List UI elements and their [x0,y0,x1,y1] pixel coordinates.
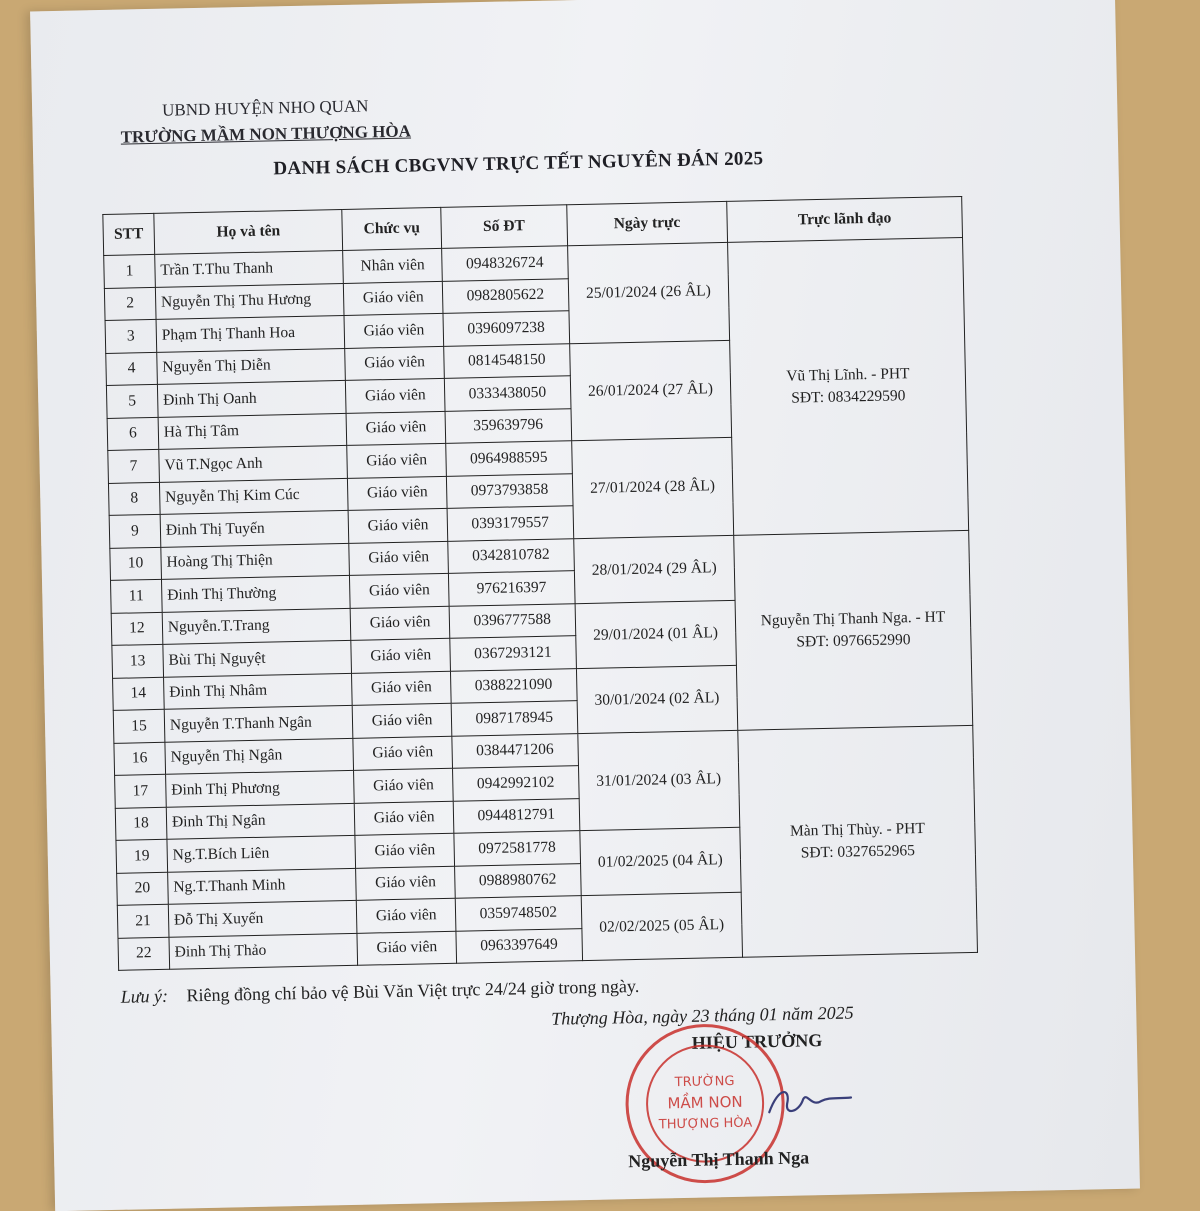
signer-name: Nguyễn Thị Thanh Nga [628,1147,810,1172]
cell-role: Giáo viên [356,866,455,901]
school-name: TRƯỜNG MẦM NON THƯỢNG HÒA [120,121,412,147]
signer-title: HIỆU TRƯỞNG [691,1030,823,1053]
cell-phone: 0942992102 [452,766,578,801]
cell-role: Giáo viên [345,346,444,381]
column-header-phone: Số ĐT [441,205,568,249]
note-label: Lưu ý: [120,985,169,1007]
cell-stt: 19 [116,839,168,873]
cell-phone: 359639796 [445,408,571,443]
document-paper [30,0,1140,1211]
table-body [104,237,978,970]
cell-role: Giáo viên [346,411,445,446]
cell-stt: 11 [110,579,162,613]
cell-phone: 0988980762 [454,863,580,898]
leader-phone: SĐT: 0976652990 [796,630,911,651]
cell-name: Ng.T.Bích Liên [167,835,356,871]
cell-duty-leader [738,725,978,957]
cell-phone: 0972581778 [454,831,580,866]
cell-role: Giáo viên [348,508,447,543]
stamp-line-2: MẦM NON [667,1092,743,1113]
cell-stt: 20 [117,872,169,906]
signature-stroke [769,1091,851,1113]
column-header-stt: STT [103,213,155,255]
cell-phone: 0367293121 [450,636,576,671]
cell-role: Giáo viên [344,313,443,348]
column-header-leader: Trực lãnh đạo [727,196,963,242]
cell-phone: 0944812791 [453,798,579,833]
cell-phone: 976216397 [448,571,574,606]
cell-stt: 12 [111,612,163,646]
cell-phone: 0393179557 [447,506,573,541]
cell-phone: 0964988595 [446,441,572,476]
cell-name: Phạm Thị Thanh Hoa [156,315,345,351]
leader-phone: SĐT: 0327652965 [800,841,916,862]
cell-duty-leader [734,530,973,730]
cell-name: Đinh Thị Tuyến [160,510,349,546]
stamp-text [657,1073,753,1133]
cell-duty-date: 31/01/2024 (03 ÂL) [577,730,739,831]
cell-role: Giáo viên [350,606,449,641]
cell-duty-date: 01/02/2025 (04 ÂL) [579,827,741,895]
stamp-line-3: THƯỢNG HÒA [658,1115,753,1133]
cell-stt: 10 [110,547,162,581]
cell-duty-date: 26/01/2024 (27 ÂL) [569,340,731,441]
cell-name: Nguyễn T.Thanh Ngân [164,705,353,741]
cell-name: Đinh Thị Thường [161,575,350,611]
cell-stt: 14 [113,677,165,711]
cell-duty-date: 02/02/2025 (05 ÂL) [581,892,743,960]
cell-name: Trần T.Thu Thanh [155,250,344,286]
cell-name: Đinh Thị Ngân [166,803,355,839]
column-header-date: Ngày trực [566,201,727,245]
cell-stt: 13 [112,644,164,678]
cell-name: Hà Thị Tâm [158,413,347,449]
cell-name: Nguyễn.T.Trang [162,608,351,644]
org-name: UBND HUYỆN NHO QUAN [161,96,369,120]
leader-name: Vũ Thị Lĩnh. - PHT [786,364,910,385]
cell-stt: 17 [115,774,167,808]
cell-phone: 0963397649 [456,928,582,963]
note [121,976,640,1008]
cell-duty-date: 29/01/2024 (01 ÂL) [575,600,737,668]
cell-stt: 6 [107,417,159,451]
cell-role: Giáo viên [355,833,454,868]
cell-stt: 5 [106,384,158,418]
cell-role: Giáo viên [357,931,456,966]
cell-phone: 0333438050 [444,376,570,411]
cell-phone: 0384471206 [452,733,578,768]
cell-role: Giáo viên [355,801,454,836]
cell-phone: 0342810782 [448,538,574,573]
cell-phone: 0396777588 [449,603,575,638]
cell-stt: 22 [118,937,170,971]
cell-duty-date: 30/01/2024 (02 ÂL) [576,665,738,733]
leader-name: Màn Thị Thùy. - PHT [789,819,926,840]
cell-name: Đinh Thị Oanh [157,380,346,416]
cell-name: Hoàng Thị Thiện [161,543,350,579]
cell-phone: 0987178945 [451,701,577,736]
cell-role: Giáo viên [349,541,448,576]
cell-stt: 16 [114,742,166,776]
cell-name: Bùi Thị Nguyệt [163,640,352,676]
document-title: DANH SÁCH CBGVNV TRỰC TẾT NGUYÊN ĐÁN 2025 [273,148,764,180]
cell-role: Nhân viên [343,248,442,283]
cell-duty-date: 25/01/2024 (26 ÂL) [567,242,729,343]
cell-role: Giáo viên [348,476,447,511]
cell-phone: 0973793858 [446,473,572,508]
column-header-role: Chức vụ [342,207,441,250]
cell-stt: 15 [113,709,165,743]
cell-stt: 8 [108,482,160,516]
cell-stt: 7 [108,449,160,483]
cell-role: Giáo viên [357,898,456,933]
cell-role: Giáo viên [350,573,449,608]
cell-phone: 0982805622 [442,278,568,313]
cell-stt: 4 [106,352,158,386]
cell-role: Giáo viên [352,671,451,706]
leader-name: Nguyễn Thị Thanh Nga. - HT [760,607,946,629]
cell-stt: 1 [104,254,156,288]
cell-stt: 2 [104,287,156,321]
cell-role: Giáo viên [351,638,450,673]
column-header-name: Họ và tên [154,209,343,254]
cell-role: Giáo viên [347,443,446,478]
cell-stt: 9 [109,514,161,548]
cell-role: Giáo viên [344,281,443,316]
duty-roster-table [102,196,978,971]
handwritten-signature [765,1080,856,1122]
cell-name: Nguyễn Thị Kim Cúc [159,478,348,514]
cell-role: Giáo viên [354,768,453,803]
cell-name: Đinh Thị Phương [165,770,354,806]
cell-name: Nguyễn Thị Ngân [165,738,354,774]
cell-stt: 21 [117,904,169,938]
stamp-line-1: TRƯỜNG [674,1073,735,1091]
leader-phone: SĐT: 0834229590 [791,386,906,407]
cell-name: Ng.T.Thanh Minh [168,868,357,904]
cell-name: Nguyễn Thị Thu Hương [155,283,344,319]
cell-name: Vũ T.Ngọc Anh [159,445,348,481]
cell-role: Giáo viên [346,378,445,413]
cell-duty-leader [728,237,969,534]
cell-stt: 18 [115,807,167,841]
cell-phone: 0814548150 [444,343,570,378]
cell-name: Nguyễn Thị Diễn [157,348,346,384]
cell-role: Giáo viên [353,736,452,771]
cell-duty-date: 28/01/2024 (29 ÂL) [573,535,735,603]
cell-name: Đinh Thị Thảo [169,933,358,969]
cell-duty-date: 27/01/2024 (28 ÂL) [571,437,733,538]
cell-name: Đỗ Thị Xuyến [168,900,357,936]
cell-phone: 0388221090 [450,668,576,703]
cell-role: Giáo viên [352,703,451,738]
cell-phone: 0948326724 [442,246,568,281]
cell-phone: 0396097238 [443,311,569,346]
cell-name: Đinh Thị Nhâm [163,673,352,709]
cell-phone: 0359748502 [455,896,581,931]
place-date: Thượng Hòa, ngày 23 tháng 01 năm 2025 [551,1002,854,1029]
cell-stt: 3 [105,319,157,353]
note-text: Riêng đồng chí bảo vệ Bùi Văn Việt trực 24/24 giờ trong ngày. [186,975,640,1006]
